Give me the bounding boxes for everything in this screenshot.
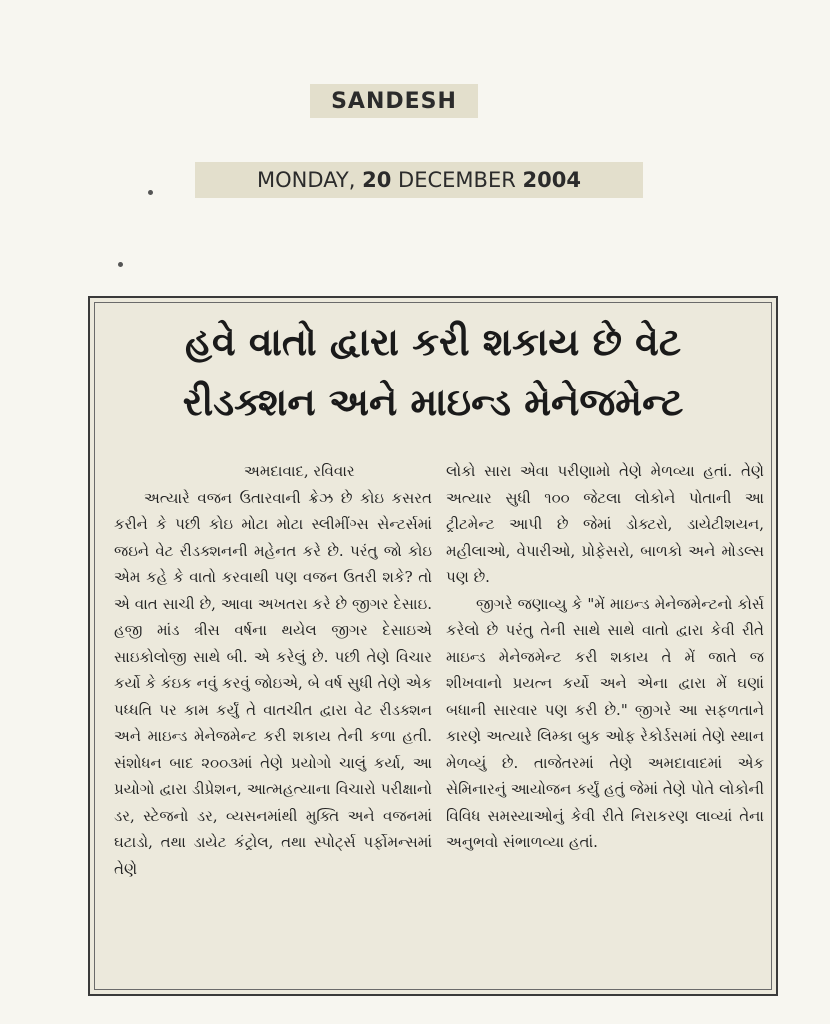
article-paragraph: અત્યારે વજન ઉતારવાની ક્રેઝ છે કોઇ કસરત કરીને કે પછી કોઇ મોટા મોટા સ્લીમીંગ્સ સેન્ટર્સમાં જઇને વેટ રીડક્શનની મહેનત કરે છે. પરંતુ જો કોઇ એમ કહે કે વાતો કરવાથી પણ વજન ઉતરી શકે? તો એ વાત સાચી છે, આવા અખતરા કરે છે જીગર દેસાઇ. હજી માંડ ત્રીસ વર્ષના થયેલ જીગર દેસાઇએ સાઇકોલોજી સાથે બી. એ કરેલું છે. પછી તેણે વિચાર કર્યો કે કંઇક નવું કરવું જોઇએ, બે વર્ષ સુધી તેણે એક પધ્ધતિ પર કામ કર્યું તે વાતચીત દ્વારા વેટ રીડક્શન અને માઇન્ડ મેનેજમેન્ટ કરી શકાય તેની કળા હતી. સંશોધન બાદ ૨૦૦૩માં તેણે પ્રયોગો ચાલું કર્યા, આ પ્રયોગો દ્વારા ડીપ્રેશન, આત્મહત્યાના વિચારો પરીક્ષાનો ડર, સ્ટેજનો ડર, વ્યસનમાંથી મુક્તિ અને વજનમાં ઘટાડો, તથા ડાયેટ કંટ્રોલ, તથા સ્પોર્ટ્સ પર્ફોમન્સમાં તેણે	[114, 488, 432, 878]
date-month: DECEMBER	[398, 168, 516, 192]
headline-line-2: રીડક્શન અને માઇન્ડ મેનેજમેન્ટ	[182, 380, 684, 424]
article-paragraph: લોકો સારા એવા પરીણામો તેણે મેળવ્યા હતાં. તેણે અત્યાર સુધી ૧૦૦ જેટલા લોકોને પોતાની આ ટ્રીટમેન્ટ આપી છે જેમાં ડોક્ટરો, ડાયેટીશયન, મહીલાઓ, વેપારીઓ, પ્રોફેસરો, બાળકો અને મોડલ્સ પણ છે.	[446, 462, 764, 586]
masthead-text: SANDESH	[331, 88, 457, 114]
article-paragraph: જીગરે જણાવ્યુ કે "મેં માઇન્ડ મેનેજમેન્ટનો કોર્સ કરેલો છે પરંતુ તેની સાથે સાથે વાતો દ્વારા કેવી રીતે માઇન્ડ મેનેજમેન્ટ કરી શકાય તે મેં જાતે જ શીખવાનો પ્રયત્ન કર્યો અને એના દ્વારા મેં ઘણાં બધાની સારવાર પણ કરી છે." જીગરે આ સફળતાને કારણે અત્યારે લિમ્કા બુક ઓફ રેકોર્ડસમાં તેણે સ્થાન મેળવ્યું છે. તાજેતરમાં તેણે અમદાવાદમાં એક સેમિનારનું આયોજન કર્યું હતું જેમાં તેણે પોતે લોકોની વિવિધ સમસ્યાઓનું કેવી રીતે નિરાકરણ લાવ્યાં તેના અનુભવો સંભાળવ્યા હતાં.	[446, 594, 764, 851]
scan-speck	[148, 190, 153, 195]
dateline	[195, 162, 643, 198]
headline-line-1: હવે વાતો દ્વારા કરી શકાય છે વેટ	[185, 320, 681, 364]
news-clipping	[88, 296, 778, 996]
date-year: 2004	[522, 168, 581, 192]
article-byline: અમદાવાદ, રવિવાર	[244, 462, 355, 480]
date-day: MONDAY,	[257, 168, 356, 192]
article-column-right	[446, 458, 764, 856]
newspaper-masthead	[310, 84, 478, 118]
article-headline	[104, 312, 762, 432]
scan-speck	[118, 262, 123, 267]
article-column-left	[114, 458, 432, 882]
date-number: 20	[362, 168, 392, 192]
